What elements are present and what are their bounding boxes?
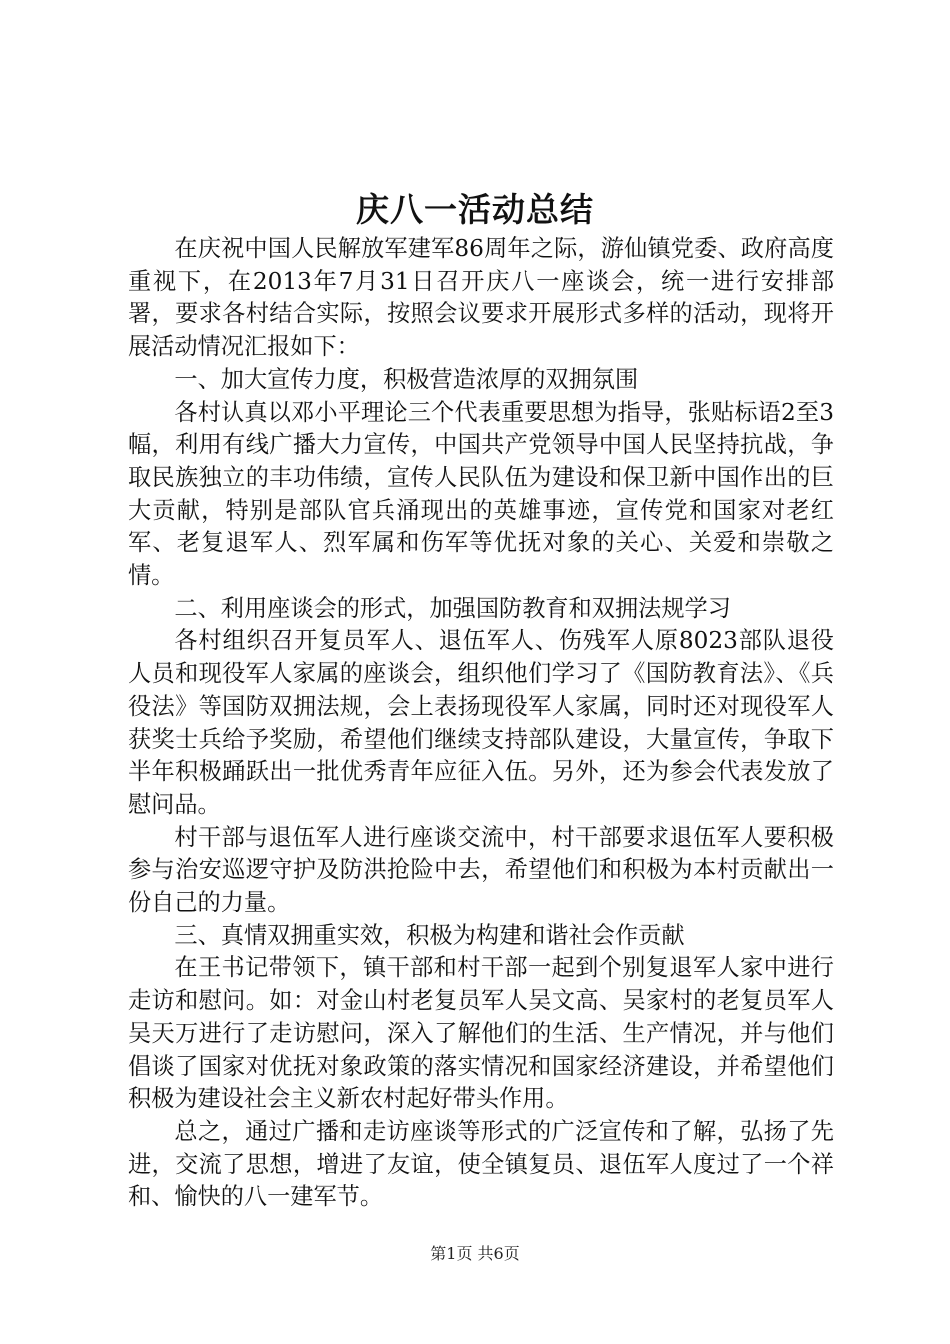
conclusion-paragraph: 总之，通过广播和走访座谈等形式的广泛宣传和了解，弘扬了先进，交流了思想，增进了友谊，使全镇复员、退伍军人度过了一个祥和、愉快的八一建军节。 (128, 1117, 834, 1211)
document-body (128, 233, 834, 1214)
section-heading-1: 一、加大宣传力度，积极营造浓厚的双拥氛围 (174, 365, 639, 393)
document-title: 庆八一活动总结 (356, 190, 594, 229)
intro-paragraph: 在庆祝中国人民解放军建军86周年之际，游仙镇党委、政府高度重视下，在2013年7月31日召开庆八一座谈会，统一进行安排部署，要求各村结合实际，按照会议要求开展形式多样的活动，现将开展活动情况汇报如下： (128, 235, 834, 361)
section-heading-3: 三、真情双拥重实效，积极为构建和谐社会作贡献 (174, 921, 685, 949)
section-2-paragraph-2: 村干部与退伍军人进行座谈交流中，村干部要求退伍军人要积极参与治安巡逻守护及防洪抢险中去，希望他们和积极为本村贡献出一份自己的力量。 (128, 823, 834, 917)
section-heading-2: 二、利用座谈会的形式，加强国防教育和双拥法规学习 (174, 594, 731, 622)
section-2-paragraph-1: 各村组织召开复员军人、退伍军人、伤残军人原8023部队退役人员和现役军人家属的座谈会，组织他们学习了《国防教育法》、《兵役法》等国防双拥法规，会上表扬现役军人家属，同时还对现役军人获奖士兵给予奖励，希望他们继续支持部队建设，大量宣传，争取下半年积极踊跃出一批优秀青年应征入伍。另外，还为参会代表发放了慰问品。 (128, 627, 834, 818)
page-number-footer: 第1页 共6页 (430, 1244, 520, 1263)
section-3-paragraph: 在王书记带领下，镇干部和村干部一起到个别复退军人家中进行走访和慰问。如：对金山村老复员军人吴文高、吴家村的老复员军人吴天万进行了走访慰问，深入了解他们的生活、生产情况，并与他们倡谈了国家对优抚对象政策的落实情况和国家经济建设，并希望他们积极为建设社会主义新农村起好带头作用。 (128, 954, 834, 1113)
section-1-paragraph: 各村认真以邓小平理论三个代表重要思想为指导，张贴标语2至3幅，利用有线广播大力宣传，中国共产党领导中国人民坚持抗战，争取民族独立的丰功伟绩，宣传人民队伍为建设和保卫新中国作出的巨大贡献，特别是部队官兵涌现出的英雄事迹，宣传党和国家对老红军、老复退军人、烈军属和伤军等优抚对象的关心、关爱和崇敬之情。 (128, 398, 834, 590)
